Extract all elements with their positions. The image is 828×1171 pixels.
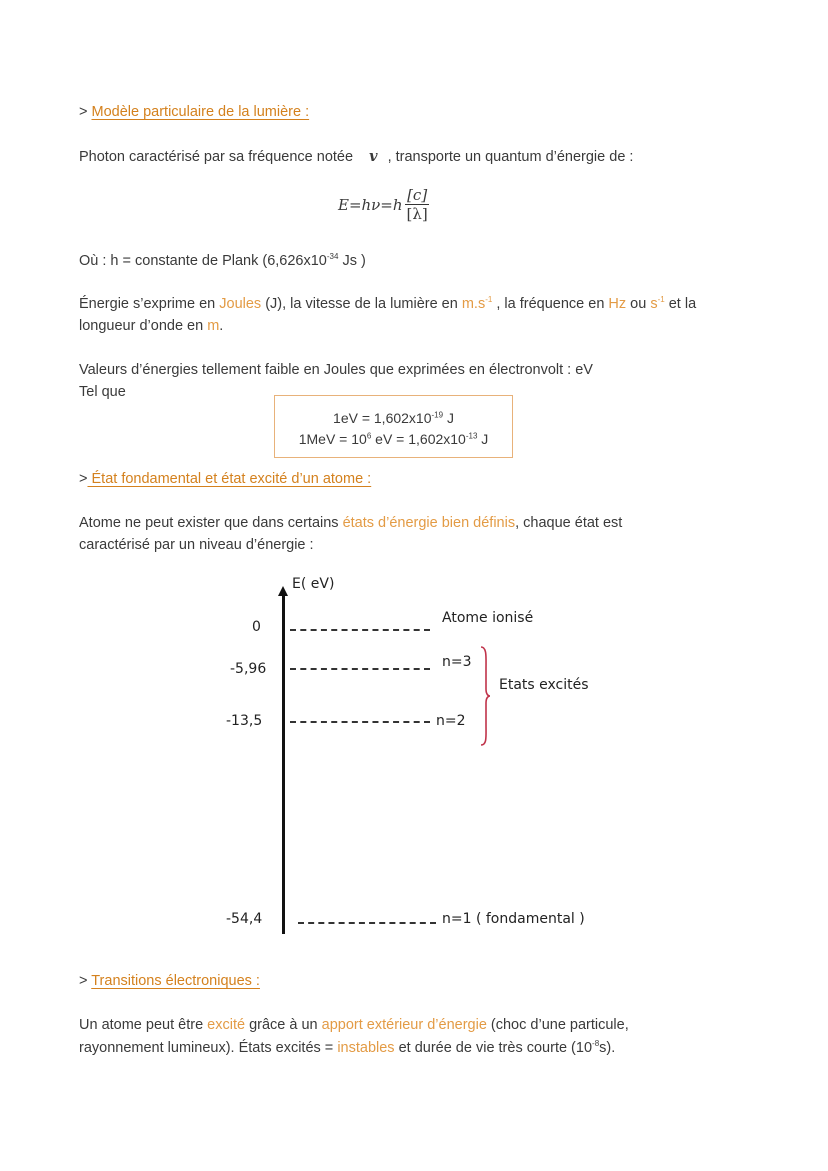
units-paragraph-line1: Énergie s’exprime en Joules (J), la vitesse de la lumière en $m.s^{-1}$ , la fréquence en Hz ou $s^{-1}$ et la — [79, 295, 697, 312]
section-heading-atom-states: > État fondamental et état excité d’un atome : — [79, 471, 372, 487]
heading-title: Modèle particulaire de la lumière : — [91, 104, 310, 120]
nu-symbol: v — [369, 148, 378, 165]
level-line-ionised — [290, 629, 430, 631]
energy-formula: E=hν=h $\frac{[c]}{[\lambda]}$ — [338, 186, 428, 223]
units-paragraph-line2: longueur d’onde en m. — [79, 318, 224, 334]
excited-states-brace-icon — [478, 645, 492, 747]
level-label: Atome ionisé — [442, 610, 534, 626]
heading-title: État fondamental et état excité d’un atome : — [87, 471, 372, 487]
tel-que-line: Tel que — [79, 384, 126, 400]
level-value: 0 — [252, 619, 261, 635]
section-heading-transitions: > Transitions électroniques : — [79, 973, 260, 989]
transitions-paragraph-line2: rayonnement lumineux). États excités = instables et durée de vie très courte $(10^{-8}s)$. — [79, 1039, 616, 1056]
conversion-box — [274, 395, 513, 458]
level-line-n1 — [298, 922, 436, 924]
conversion-mev: $1MeV = 10^6$ eV = $1,602x10^{-13}$ J — [298, 431, 489, 447]
states-paragraph-line1: Atome ne peut exister que dans certains états d’énergie bien définis, chaque état est — [79, 515, 623, 531]
energy-axis — [282, 594, 285, 934]
planck-constant-line: Où : h = constante de Plank ($6,626x10^{-34}$ Js ) — [79, 252, 366, 269]
axis-label: E( eV) — [292, 576, 335, 592]
paragraph-photon: Photon caractérisé par sa fréquence notée v , transporte un quantum d’énergie de : — [79, 148, 634, 165]
conversion-ev: $1eV = 1,602x10^{-19}$ J — [333, 410, 454, 426]
heading-title: Transitions électroniques : — [91, 973, 260, 989]
level-label: n=1 ( fondamental ) — [442, 911, 585, 927]
level-label: n=2 — [436, 713, 466, 729]
level-line-n3 — [290, 668, 430, 670]
transitions-paragraph-line1: Un atome peut être excité grâce à un apport extérieur d’énergie (choc d’une particule, — [79, 1017, 629, 1033]
electronvolt-line: Valeurs d’énergies tellement faible en Joules que exprimées en électronvolt : eV — [79, 362, 593, 378]
formula-fraction: $\frac{[c]}{[\lambda]}$ — [406, 186, 428, 223]
level-value: -54,4 — [226, 911, 263, 927]
level-label: n=3 — [442, 654, 472, 670]
excited-states-label: Etats excités — [499, 677, 589, 693]
states-paragraph-line2: caractérisé par un niveau d’énergie : — [79, 537, 314, 553]
level-value: -13,5 — [226, 713, 263, 729]
level-line-n2 — [290, 721, 430, 723]
level-value: -5,96 — [230, 661, 267, 677]
section-heading-light-model: > Modèle particulaire de la lumière : — [79, 104, 310, 120]
